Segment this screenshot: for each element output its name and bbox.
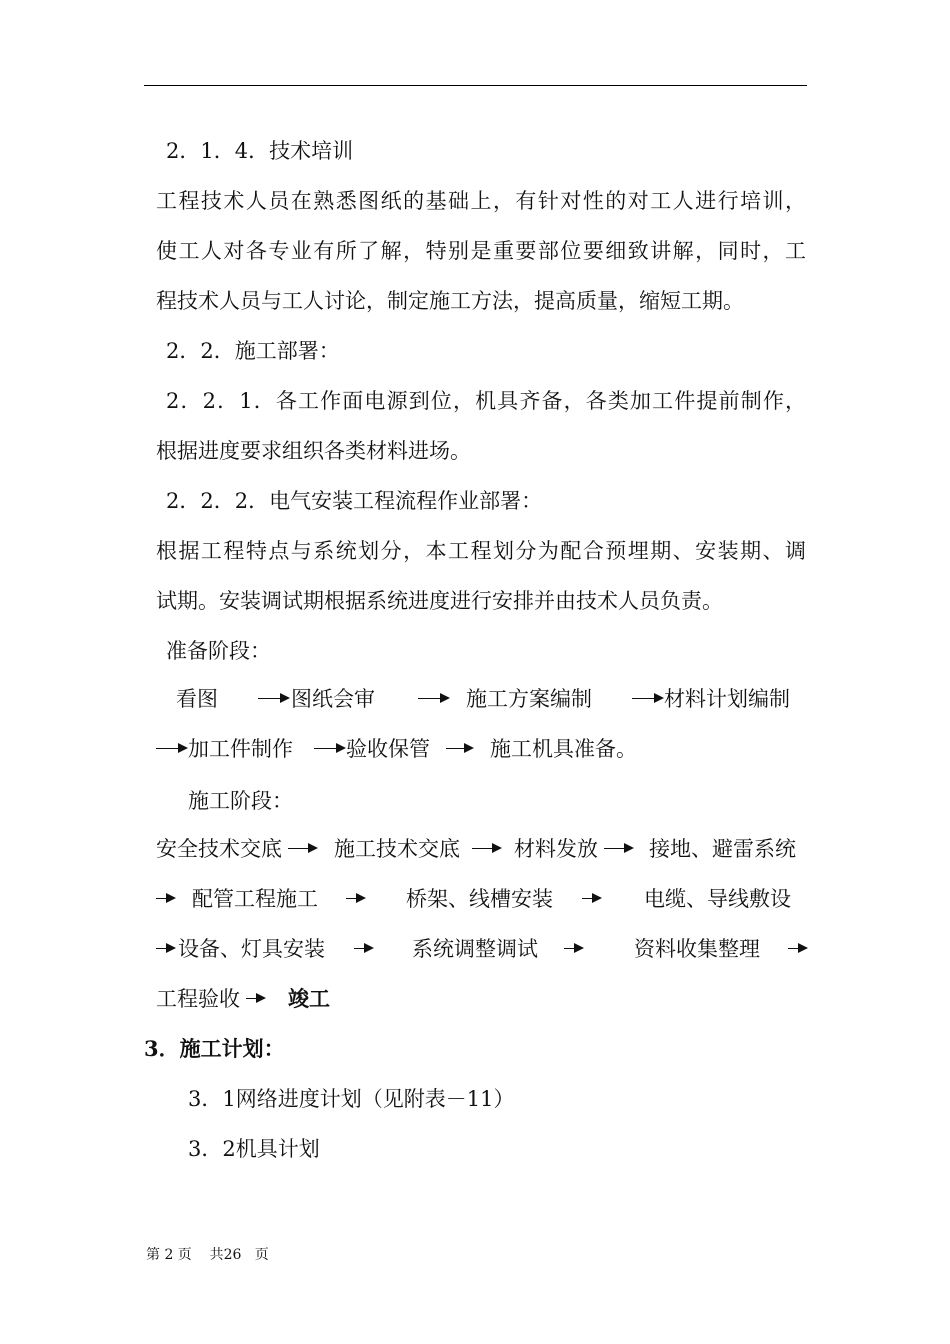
const-flow-row-2 xyxy=(156,884,806,914)
flow-step: 配管工程施工 xyxy=(192,887,318,911)
arrow-right-icon xyxy=(472,848,500,849)
flow-step: 施工方案编制 xyxy=(466,687,592,711)
arrow-right-icon xyxy=(156,898,174,899)
flow-step: 加工件制作 xyxy=(188,737,293,761)
heading-2-2-1: 2．2．1．各工作面电源到位，机具齐备，各类加工件提前制作， xyxy=(166,389,806,413)
flow-step: 材料计划编制 xyxy=(664,687,790,711)
page-footer: 第 2 页 共26 页 xyxy=(146,1247,269,1263)
arrow-right-icon xyxy=(564,948,582,949)
section-3-heading: 3．施工计划： xyxy=(144,1036,285,1061)
paragraph-line: 工程技术人员在熟悉图纸的基础上，有针对性的对工人进行培训， xyxy=(156,189,806,213)
arrow-right-icon xyxy=(632,698,662,699)
flow-step: 桥架、线槽安装 xyxy=(406,887,553,911)
arrow-right-icon xyxy=(354,948,372,949)
heading-2-1-4: 2．1．4．技术培训 xyxy=(166,139,354,163)
arrow-right-icon xyxy=(582,898,600,899)
prep-flow-row-2 xyxy=(156,734,806,764)
const-flow-row-1 xyxy=(156,834,806,864)
flow-step: 图纸会审 xyxy=(291,687,375,711)
arrow-right-icon xyxy=(156,948,174,949)
heading-3-1: 3．1网络进度计划（见附表－11） xyxy=(188,1087,515,1111)
arrow-right-icon xyxy=(314,748,344,749)
prep-flow-row-1 xyxy=(156,684,806,714)
paragraph-line: 使工人对各专业有所了解，特别是重要部位要细致讲解，同时，工 xyxy=(156,239,806,263)
flow-step: 材料发放 xyxy=(514,837,598,861)
flow-step: 安全技术交底 xyxy=(156,837,282,861)
flow-step: 资料收集整理 xyxy=(634,937,760,961)
arrow-right-icon xyxy=(604,848,632,849)
flow-step: 验收保管 xyxy=(346,737,430,761)
flow-step: 施工机具准备。 xyxy=(490,737,637,761)
heading-3-2: 3．2机具计划 xyxy=(188,1137,320,1161)
construction-stage-label: 施工阶段： xyxy=(188,789,293,813)
flow-step: 看图 xyxy=(176,687,218,711)
arrow-right-icon xyxy=(246,998,264,999)
const-flow-row-4 xyxy=(156,984,806,1014)
paragraph-line: 根据工程特点与系统划分，本工程划分为配合预埋期、安装期、调 xyxy=(156,539,806,563)
heading-2-2-2: 2．2．2．电气安装工程流程作业部署： xyxy=(166,489,543,513)
flow-step: 工程验收 xyxy=(156,987,240,1011)
paragraph-line: 根据进度要求组织各类材料进场。 xyxy=(156,439,471,463)
heading-2-2: 2．2．施工部署： xyxy=(166,339,340,363)
prep-stage-label: 准备阶段： xyxy=(166,639,271,663)
arrow-right-icon xyxy=(288,848,316,849)
arrow-right-icon xyxy=(446,748,472,749)
arrow-right-icon xyxy=(156,748,186,749)
paragraph-line: 试期。安装调试期根据系统进度进行安排并由技术人员负责。 xyxy=(156,589,723,613)
flow-step-final: 竣工 xyxy=(288,986,330,1011)
flow-step: 设备、灯具安装 xyxy=(178,937,325,961)
flow-step: 系统调整调试 xyxy=(412,937,538,961)
arrow-right-icon xyxy=(258,698,288,699)
flow-step: 施工技术交底 xyxy=(334,837,460,861)
flow-step: 接地、避雷系统 xyxy=(649,837,796,861)
flow-step: 电缆、导线敷设 xyxy=(644,887,791,911)
paragraph-line: 程技术人员与工人讨论，制定施工方法，提高质量，缩短工期。 xyxy=(156,289,744,313)
arrow-right-icon xyxy=(788,948,806,949)
const-flow-row-3 xyxy=(156,934,806,964)
header-rule xyxy=(144,85,807,86)
arrow-right-icon xyxy=(418,698,448,699)
arrow-right-icon xyxy=(346,898,364,899)
